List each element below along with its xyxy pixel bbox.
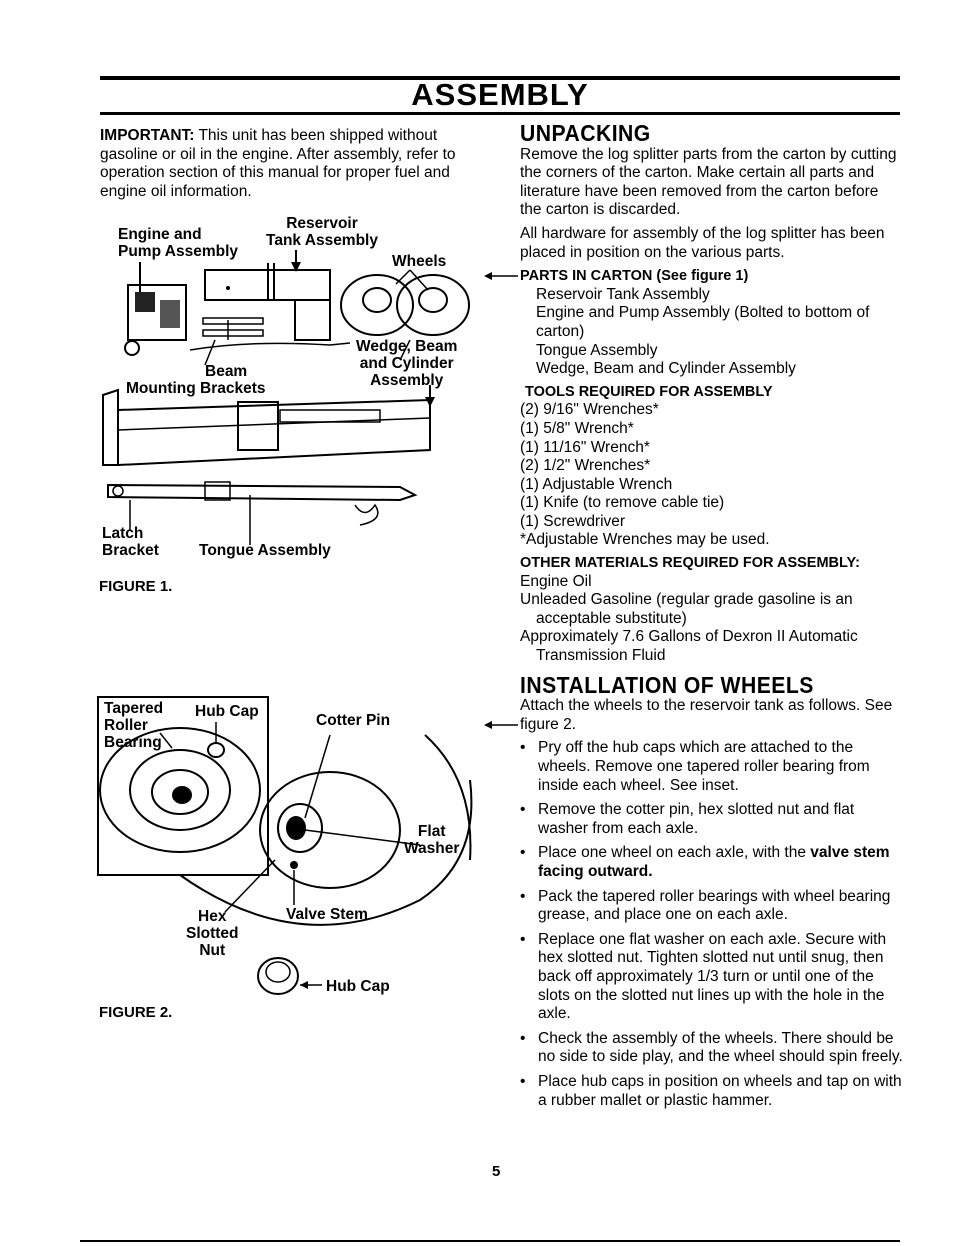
figure-2-caption: FIGURE 2. bbox=[99, 1004, 173, 1021]
right-column bbox=[520, 120, 904, 1116]
wheels-intro-text: Attach the wheels to the reservoir tank as follows. See figure 2. bbox=[520, 697, 893, 733]
label-tapered-bearing: Tapered Roller Bearing bbox=[104, 700, 164, 751]
tools-item: (1) 5/8" Wrench* bbox=[520, 419, 634, 437]
wheels-steps bbox=[520, 739, 904, 1110]
tools-item: (1) Adjustable Wrench bbox=[520, 475, 673, 493]
wheels-step: • Remove the cotter pin, hex slotted nut and flat washer from each axle. bbox=[520, 801, 904, 838]
label-beam: Beam bbox=[205, 363, 248, 380]
page-number: 5 bbox=[492, 1163, 501, 1180]
label-valve-stem: Valve Stem bbox=[286, 906, 368, 923]
figure-1-caption: FIGURE 1. bbox=[99, 578, 173, 595]
footer-rule bbox=[80, 1240, 900, 1242]
other-materials-item: Approximately 7.6 Gallons of Dexron II Automatic Transmission Fluid bbox=[520, 628, 858, 665]
tools-footnote: *Adjustable Wrenches may be used. bbox=[520, 531, 770, 549]
wheels-step: • Check the assembly of the wheels. There should be no side to side play, and the wheel should spin freely. bbox=[520, 1030, 904, 1067]
tools-item: (1) Screwdriver bbox=[520, 512, 626, 530]
tools-item: (1) Knife (to remove cable tie) bbox=[520, 494, 725, 512]
label-wedge-beam: Wedge, Beam and Cylinder Assembly bbox=[356, 338, 458, 389]
label-tongue: Tongue Assembly bbox=[199, 542, 331, 559]
label-mounting-brackets: Mounting Brackets bbox=[126, 380, 266, 397]
tools-heading: TOOLS REQUIRED FOR ASSEMBLY bbox=[525, 383, 773, 400]
wheels-heading: INSTALLATION OF WHEELS bbox=[520, 671, 814, 698]
wheels-step: • Pry off the hub caps which are attached to the wheels. Remove one tapered roller bearing from inside each wheel. See inset. bbox=[520, 739, 904, 795]
label-latch-bracket: Latch Bracket bbox=[102, 525, 159, 559]
page-title: ASSEMBLY bbox=[411, 77, 589, 112]
parts-heading bbox=[520, 267, 904, 286]
parts-item: Engine and Pump Assembly (Bolted to bottom of carton) bbox=[536, 304, 870, 340]
unpacking-heading: UNPACKING bbox=[520, 120, 651, 146]
wheels-step: • Place one wheel on each axle, with the valve stem facing outward. bbox=[520, 844, 904, 881]
label-flat-washer: Flat Washer bbox=[404, 823, 460, 857]
unpacking-paragraph-1: Remove the log splitter parts from the carton by cutting the corners of the carton. Make certain all parts and literature have been removed from the carton before the carton is discarded. bbox=[520, 145, 897, 219]
parts-list bbox=[520, 286, 904, 379]
tools-item: (2) 9/16" Wrenches* bbox=[520, 401, 659, 419]
tools-item: (2) 1/2" Wrenches* bbox=[520, 457, 651, 475]
other-materials-heading: OTHER MATERIALS REQUIRED FOR ASSEMBLY: bbox=[520, 555, 860, 572]
label-hub-cap: Hub Cap bbox=[326, 978, 390, 995]
parts-heading-text: PARTS IN CARTON (See figure 1) bbox=[520, 268, 749, 285]
wheels-step: • Place hub caps in position on wheels and tap on with a rubber mallet or plastic hammer. bbox=[520, 1073, 904, 1110]
tools-item: (1) 11/16" Wrench* bbox=[520, 438, 650, 456]
arrow-left-icon bbox=[484, 271, 518, 281]
label-hex-slotted-nut: Hex Slotted Nut bbox=[186, 908, 239, 959]
label-hub-cap-inset: Hub Cap bbox=[195, 703, 259, 720]
label-reservoir: Reservoir Tank Assembly bbox=[266, 215, 378, 249]
other-materials-list bbox=[520, 573, 904, 666]
important-lead: IMPORTANT: bbox=[100, 127, 195, 144]
important-text: This unit has been shipped without gasoline or oil in the engine. After assembly, refer to operation section of this manual for proper fuel and engine oil information. bbox=[100, 127, 456, 200]
other-materials-item: Unleaded Gasoline (regular grade gasoline is an acceptable substitute) bbox=[520, 591, 853, 627]
label-wheels: Wheels bbox=[392, 253, 447, 270]
label-cotter-pin: Cotter Pin bbox=[316, 712, 391, 729]
wheels-intro bbox=[520, 697, 904, 734]
label-engine-pump: Engine and Pump Assembly bbox=[118, 226, 239, 260]
wheels-step: • Replace one flat washer on each axle. Secure with hex slotted nut. Tighten slotted nut until snug, then back off approximately 1/3 turn or until one of the slots on the slotted nut lines up with the hole in the axle. bbox=[520, 931, 904, 1024]
wheels-step: • Pack the tapered roller bearings with wheel bearing grease, and place one on each axle. bbox=[520, 888, 904, 925]
parts-item: Reservoir Tank Assembly bbox=[536, 285, 710, 303]
arrow-left-icon bbox=[484, 720, 518, 730]
tools-list bbox=[520, 401, 904, 550]
parts-item: Wedge, Beam and Cylinder Assembly bbox=[536, 360, 796, 378]
unpacking-paragraph-2: All hardware for assembly of the log splitter has been placed in position on the various parts. bbox=[520, 224, 885, 261]
parts-item: Tongue Assembly bbox=[536, 341, 658, 359]
other-materials-item: Engine Oil bbox=[520, 572, 592, 590]
wheels-step-emphasis: valve stem facing outward. bbox=[538, 844, 890, 880]
